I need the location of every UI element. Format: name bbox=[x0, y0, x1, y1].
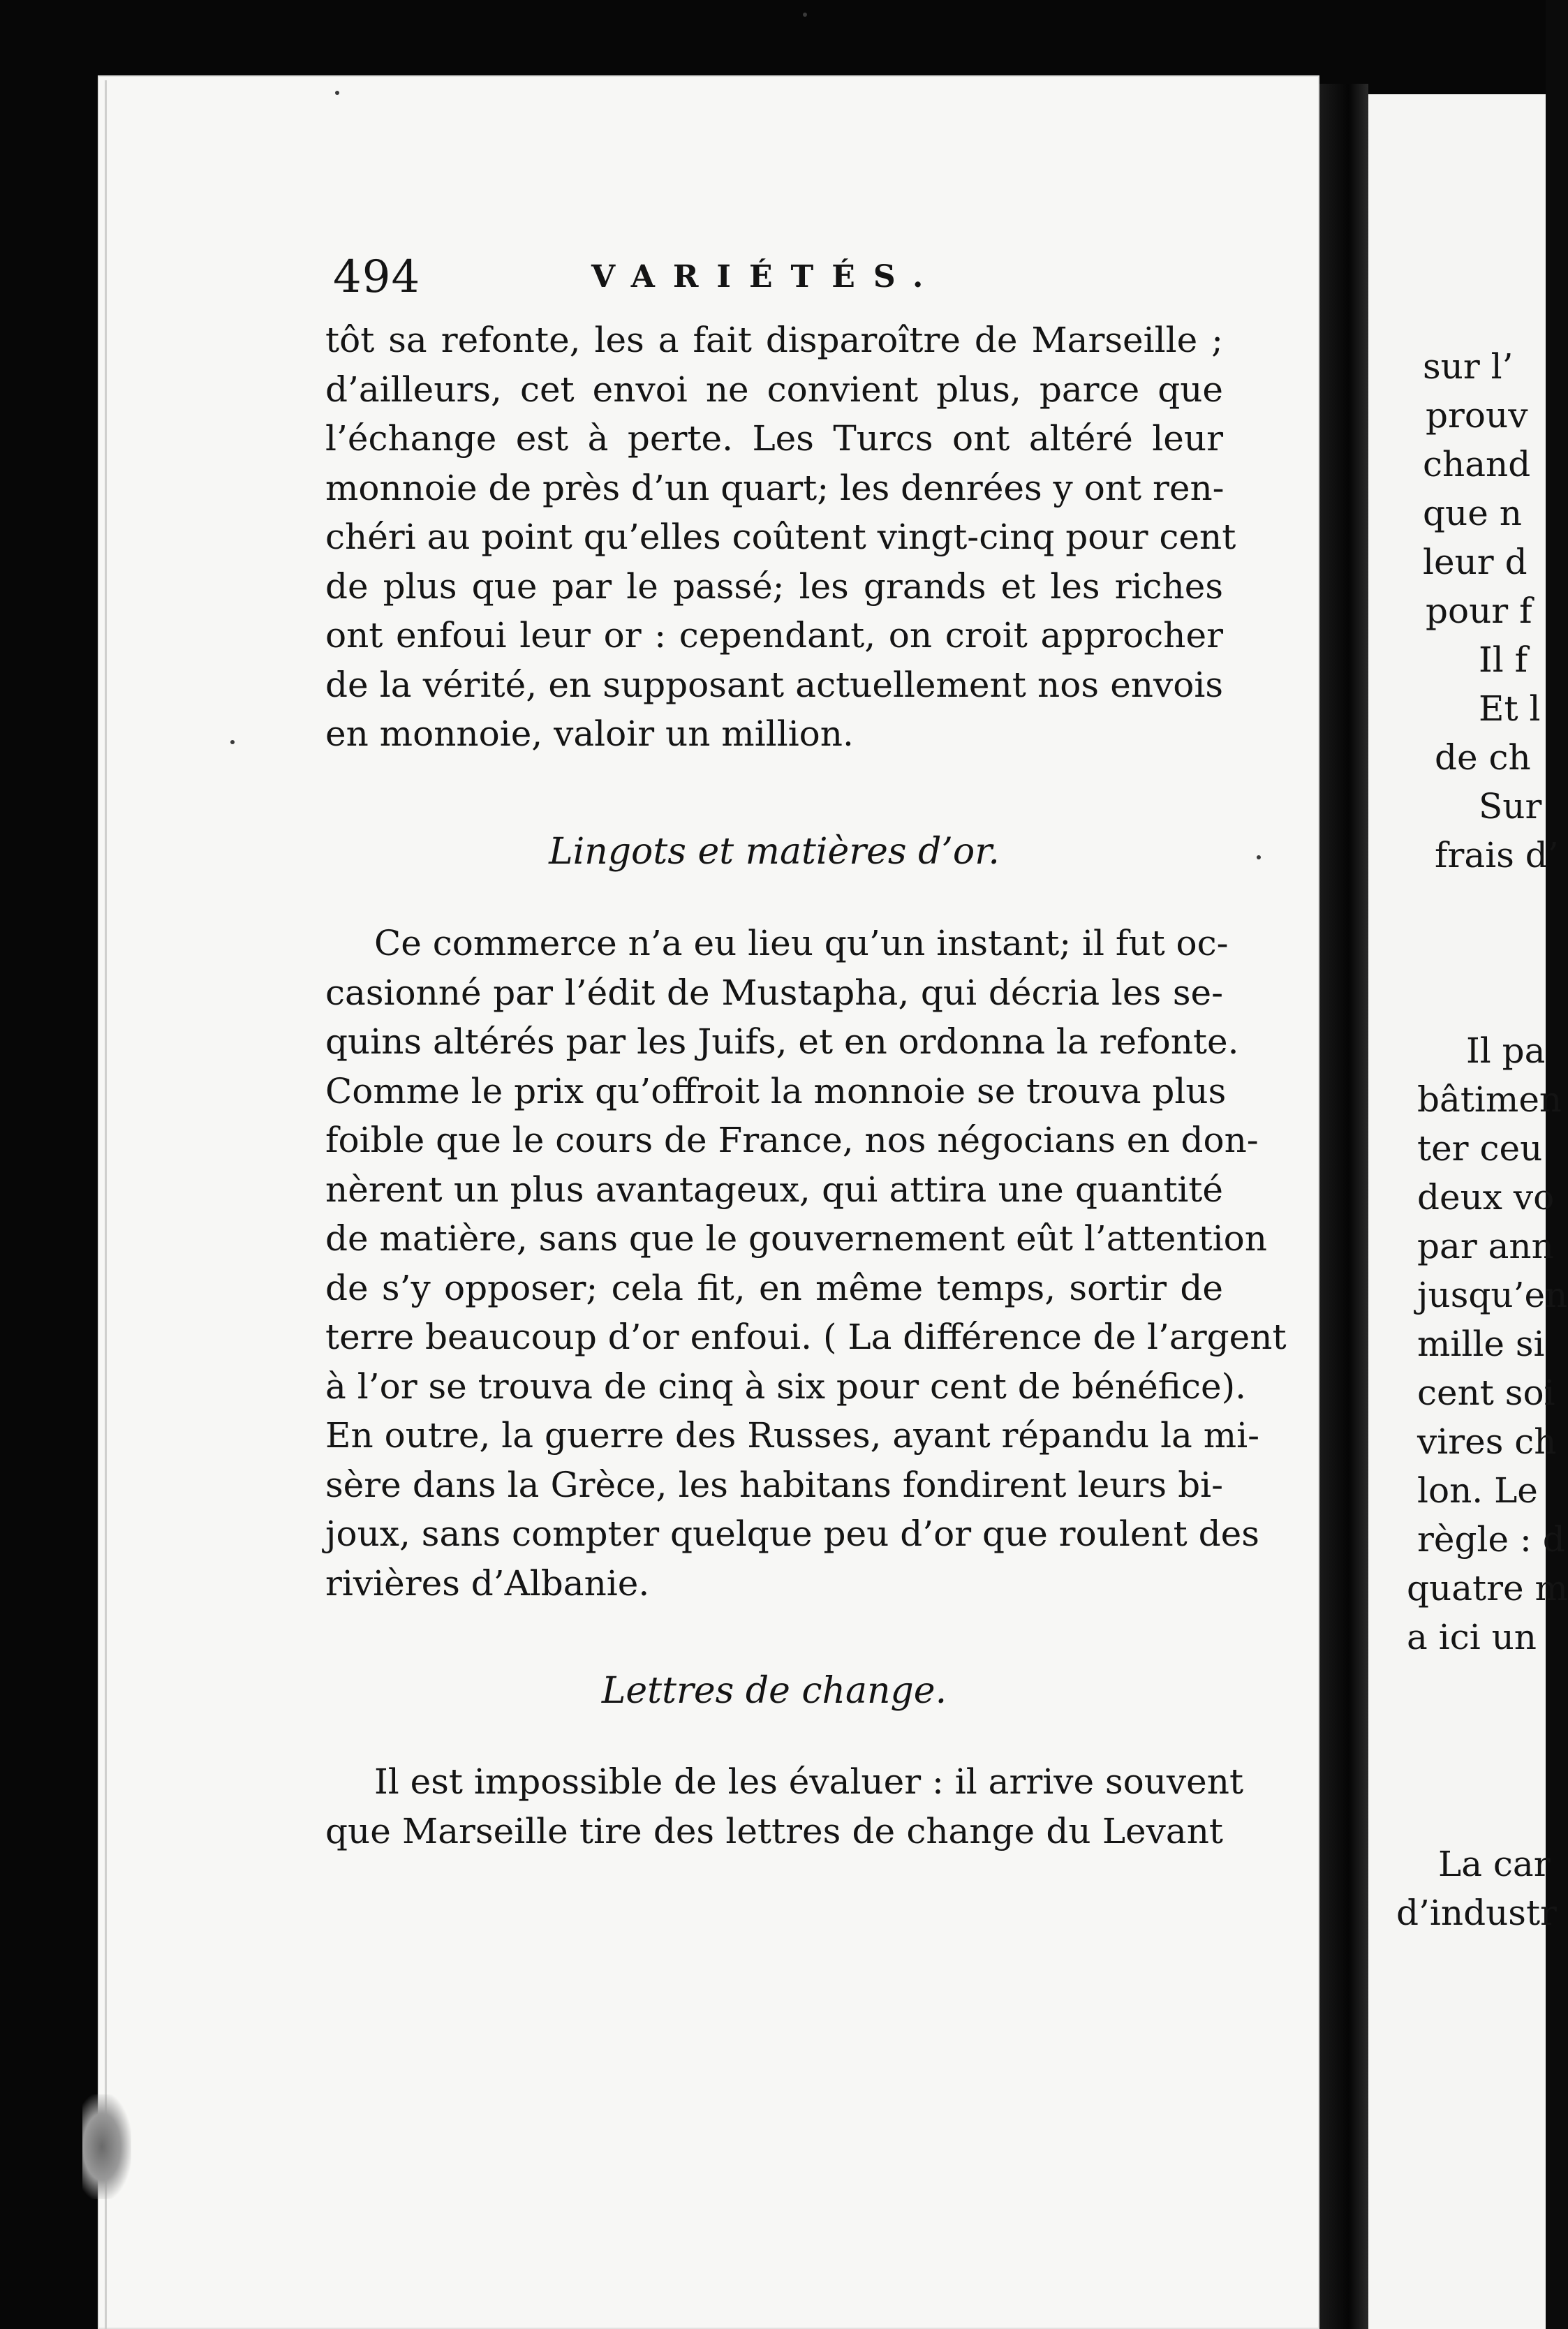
text-line: chéri au point qu’elles coûtent vingt-cinq pour cent bbox=[325, 517, 1236, 557]
text-line: rivières d’Albanie. bbox=[325, 1562, 650, 1604]
scan-speck bbox=[230, 740, 235, 744]
right-page-line: frais d’ bbox=[1435, 835, 1559, 875]
right-page-line: Et l bbox=[1479, 688, 1541, 729]
section-heading-letters: Lettres de change. bbox=[601, 1670, 947, 1712]
page-gutter bbox=[1319, 84, 1368, 2329]
text-line: Ce commerce n’a eu lieu qu’un instant; il fut oc- bbox=[374, 923, 1229, 963]
right-page-line: bâtimen bbox=[1417, 1079, 1562, 1120]
paragraph-gold bbox=[325, 919, 1287, 1608]
text-line: de la vérité, en supposant actuellement nos envois bbox=[325, 664, 1223, 705]
text-line: l’échange est à perte. Les Turcs ont altéré leur bbox=[325, 418, 1223, 459]
right-page-line: jusqu’en bbox=[1417, 1275, 1568, 1315]
text-line: tôt sa refonte, les a fait disparoître de Marseille ; bbox=[325, 320, 1223, 360]
running-title: VARIÉTÉS. bbox=[591, 259, 942, 295]
right-page-line: d’industr bbox=[1396, 1893, 1557, 1933]
right-page-line: La car bbox=[1438, 1844, 1551, 1884]
scan-speck bbox=[1257, 855, 1261, 859]
right-page-line: quatre m bbox=[1407, 1568, 1568, 1609]
paragraph-continuation bbox=[325, 316, 1236, 759]
text-line: que Marseille tire des lettres de change du Levant bbox=[325, 1810, 1223, 1851]
right-page bbox=[1368, 94, 1568, 2329]
text-line: sère dans la Grèce, les habitans fondirent leurs bi- bbox=[325, 1464, 1223, 1505]
text-line: d’ailleurs, cet envoi ne convient plus, parce que bbox=[325, 369, 1223, 410]
right-page-line: par ann bbox=[1417, 1226, 1554, 1266]
right-page-line: pour f bbox=[1426, 591, 1532, 631]
right-page-line: vires ch bbox=[1417, 1421, 1557, 1462]
text-line: Comme le prix qu’offroit la monnoie se trouva plus bbox=[325, 1070, 1227, 1111]
page-edge bbox=[105, 80, 107, 2329]
right-page-line: chand bbox=[1423, 444, 1531, 485]
text-line: de plus que par le passé; les grands et les riches bbox=[325, 565, 1223, 607]
text-line: de matière, sans que le gouvernement eût l’attention bbox=[325, 1218, 1267, 1259]
right-page-line: Il f bbox=[1479, 639, 1528, 680]
scan-speck bbox=[803, 13, 807, 17]
right-page-line: deux vo bbox=[1417, 1177, 1555, 1218]
text-line: Il est impossible de les évaluer : il arrive souvent bbox=[374, 1761, 1244, 1802]
text-line: ont enfoui leur or : cependant, on croit approcher bbox=[325, 615, 1223, 656]
binding-thumb-mark bbox=[82, 2094, 131, 2199]
paragraph-letters bbox=[325, 1757, 1244, 1856]
right-page-line: Il pa bbox=[1466, 1030, 1546, 1071]
right-page-line: de ch bbox=[1435, 737, 1531, 778]
page-number: 494 bbox=[333, 251, 421, 303]
right-page-line: ter ceu bbox=[1417, 1128, 1543, 1169]
text-line: en monnoie, valoir un million. bbox=[325, 714, 854, 754]
right-page-line: leur d bbox=[1423, 542, 1528, 582]
scan-speck bbox=[335, 91, 339, 95]
running-header bbox=[333, 246, 1227, 309]
right-page-line: mille si bbox=[1417, 1324, 1545, 1364]
section-heading-gold: Lingots et matières d’or. bbox=[549, 831, 1000, 873]
text-line: joux, sans compter quelque peu d’or que roulent des bbox=[325, 1514, 1259, 1554]
right-page-line: règle : d bbox=[1417, 1519, 1565, 1560]
text-line: terre beaucoup d’or enfoui. ( La différence de l’argent bbox=[325, 1317, 1287, 1357]
right-page-line: que n bbox=[1423, 493, 1522, 533]
text-line: nèrent un plus avantageux, qui attira une quantité bbox=[325, 1169, 1223, 1210]
right-page-line: sur l’ bbox=[1423, 346, 1514, 387]
right-page-line: lon. Le bbox=[1417, 1470, 1538, 1511]
right-page-line: Sur bbox=[1479, 786, 1542, 827]
text-line: monnoie de près d’un quart; les denrées y ont ren- bbox=[325, 467, 1225, 508]
right-page-line: a ici un bbox=[1407, 1617, 1537, 1657]
text-line: En outre, la guerre des Russes, ayant répandu la mi- bbox=[325, 1415, 1260, 1456]
text-line: de s’y opposer; cela fit, en même temps, sortir de bbox=[325, 1267, 1223, 1308]
text-line: foible que le cours de France, nos négocians en don- bbox=[325, 1120, 1259, 1160]
text-line: quins altérés par les Juifs, et en ordonna la refonte. bbox=[325, 1021, 1239, 1062]
text-line: à l’or se trouva de cinq à six pour cent de bénéfice). bbox=[325, 1366, 1247, 1407]
text-line: casionné par l’édit de Mustapha, qui décria les se- bbox=[325, 972, 1223, 1013]
right-page-line: prouv bbox=[1426, 395, 1528, 436]
right-page-line: cent soi bbox=[1417, 1373, 1555, 1413]
